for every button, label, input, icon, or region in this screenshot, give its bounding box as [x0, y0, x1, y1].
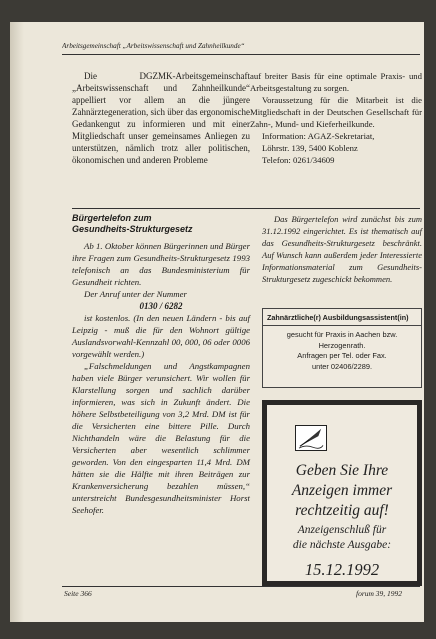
article-right-paragraph: Das Bürgertelefon wird zunächst bis zum 31.12.1992 eingerichtet. Es ist thematisch auf das Gesundheits-Strukturgesetz beschränkt. Auf Wunsch kann außerdem jeder Interessierte Informationsmaterial zum Gesundheits-Strukturgesetz zugeschickt bekommen.: [262, 214, 422, 284]
promo-deadline-date: 15.12.1992: [304, 560, 380, 579]
job-ad-line2: Herzogenrath.: [318, 340, 366, 350]
article-paragraph-3: ist kostenlos. (In den neuen Ländern - bis auf Leipzig - muß die für den Wohnort gültige Auslandsvorwahl-Kennzahl 00, 000, 06 oder 0006 vorgewählt werden.): [72, 313, 250, 359]
job-ad-line1: gesucht für Praxis in Aachen bzw.: [286, 330, 398, 339]
section-rule: [72, 208, 420, 209]
job-ad-line3: Anfragen per Tel. oder Fax.: [297, 351, 387, 360]
article-heading-line2: Gesundheits-Strukturgesetz: [72, 224, 193, 234]
job-ad-body: [263, 326, 421, 372]
membership-paragraph: Voraussetzung für die Mitarbeit ist die Mitgliedschaft in der Deutschen Gesellschaft für Zahn-, Mund- und Kieferheilkunde.: [250, 95, 422, 129]
address-line: Löhrstr. 139, 5400 Koblenz: [262, 143, 358, 153]
promo-line5: die nächste Ausgabe:: [292, 539, 392, 551]
promo-headline: [267, 461, 417, 521]
intro-right-column: [250, 70, 422, 166]
intro-left-column: [72, 70, 250, 166]
telephone-line: Telefon: 0261/34609: [262, 155, 335, 165]
intro-continuation: auf breiter Basis für eine optimale Praxis- und Arbeitsgestaltung zu sorgen.: [250, 71, 422, 93]
article-paragraph-1: Ab 1. Oktober können Bürgerinnen und Bürger ihre Fragen zum Gesundheits-Strukturgesetz 1993 telefonisch an das Bundesministerium für Gesundheit richten.: [72, 241, 250, 287]
promo-line4: Anzeigenschluß für: [297, 524, 387, 536]
issue-label: forum 39, 1992: [356, 589, 403, 598]
job-ad-title: Zahnärztliche(r) Ausbildungsassistent(in): [267, 313, 409, 322]
promo-line1: Geben Sie Ihre: [295, 462, 389, 479]
article-right-column: [262, 213, 422, 285]
article-paragraph-4: „Falschmeldungen und Angstkampagnen haben viele Bürger verunsichert. Wir wollen für Klarstellung sorgen und sachlich darüber informieren, was sich in Zukunft ändert. Die höhere Selbstbeteiligung von 3,2 Mrd. DM ist für die Versicherten eine bittere Pille. Durch Nichthandeln wäre die Belastung für die Versicherten aber wesentlich schlimmer geworden. Von den eingesparten 11,4 Mrd. DM hätten sie die Hälfte mit ihren Beiträgen zur Krankenversicherung bezahlen müssen,“ unterstreicht Bundesgesundheitsminister Horst Seehofer.: [72, 361, 250, 515]
quill-pen-icon: [295, 425, 327, 451]
promo-line2: Anzeigen immer: [291, 482, 393, 499]
page-gutter: [10, 22, 24, 622]
header-rule: [62, 54, 420, 55]
promo-line3: rechtzeitig auf!: [295, 502, 389, 519]
job-ad-line4: unter 02406/2289.: [312, 361, 372, 371]
job-ad-box: [262, 308, 422, 388]
running-header: Arbeitsgemeinschaft „Arbeitswissenschaft und Zahnheilkunde“: [62, 42, 245, 50]
article-paragraph-2: Der Anruf unter der Nummer: [84, 289, 187, 299]
hotline-number: 0130 / 6282: [139, 301, 183, 311]
info-line: Information: AGAZ-Sekretariat,: [262, 131, 375, 141]
intro-paragraph: Die DGZMK-Arbeitsgemeinschaft „Arbeitswissenschaft und Zahnheilkunde“ appelliert vor allem an die jüngere Zahnärztegeneration, sich über das ergonomische Gedankengut zu informieren und mit einer Mitgliedschaft unser gemeinsames Anliegen zu unterstützen, nämlich trotz aller politischen, ökonomischen und anderen Probleme: [72, 71, 251, 165]
footer-rule: [62, 586, 420, 587]
article-heading-line1: Bürgertelefon zum: [72, 213, 152, 223]
page-number: Seite 366: [64, 589, 92, 598]
magazine-page: [10, 22, 424, 622]
promo-deadline-label: [267, 523, 417, 553]
ad-deadline-box: [262, 400, 422, 586]
article-left-column: [72, 213, 250, 516]
